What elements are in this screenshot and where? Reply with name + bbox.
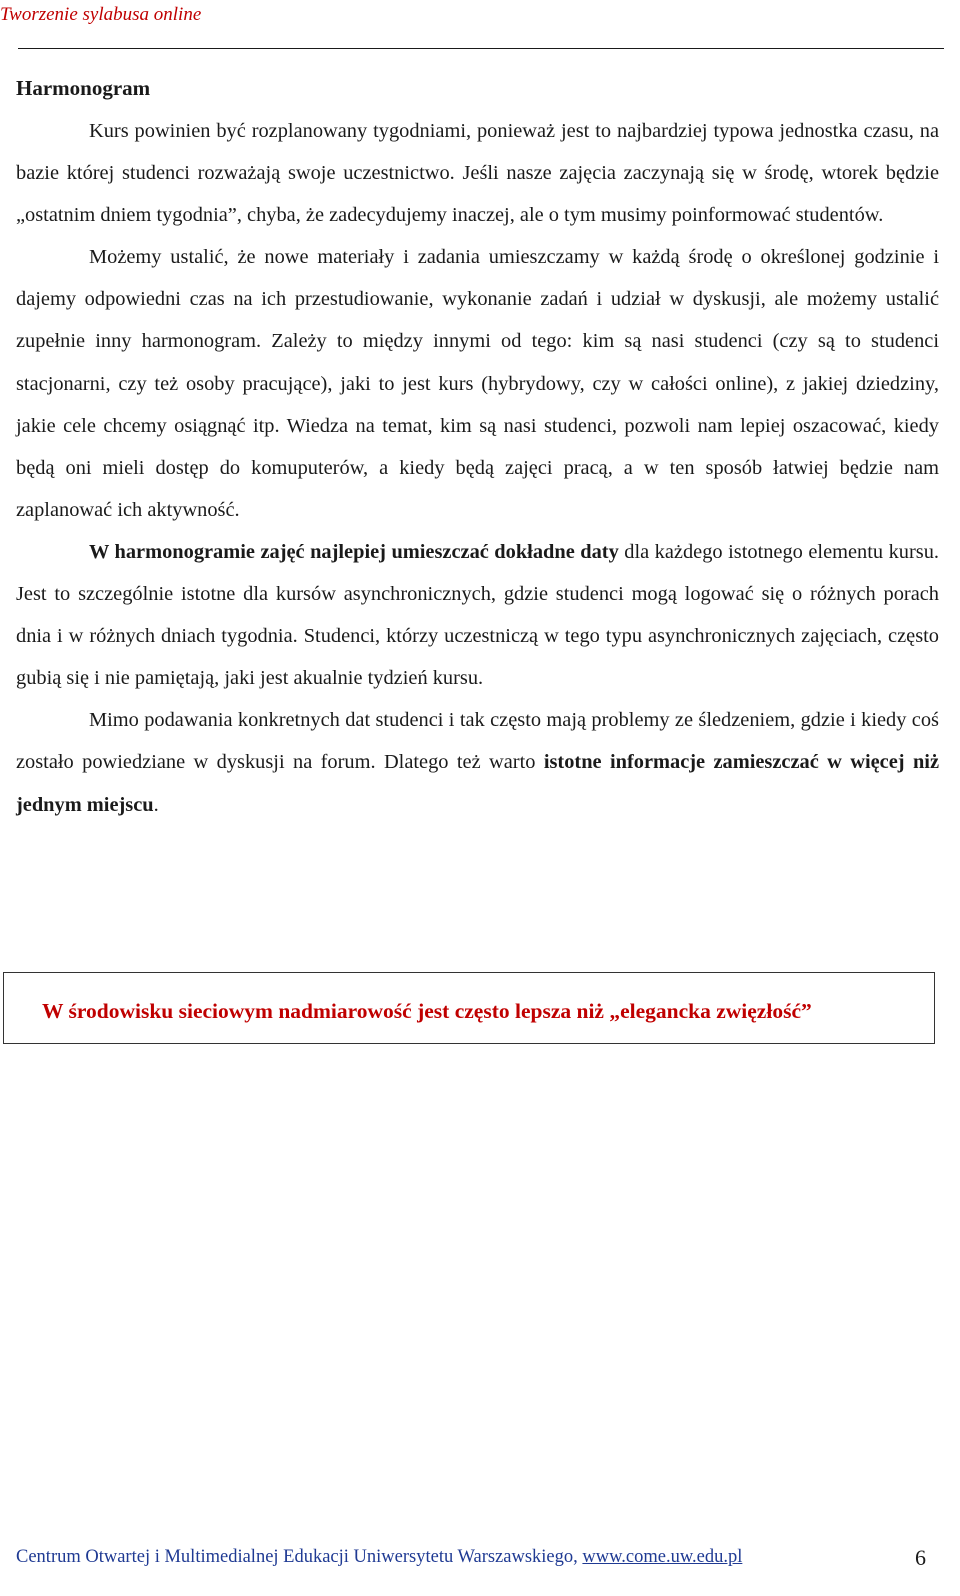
- footer-institution: Centrum Otwartej i Multimedialnej Edukacji Uniwersytetu Warszawskiego,: [16, 1547, 583, 1567]
- paragraph-4-start: Mimo podawania konkretnych dat studenci i tak często mają problemy ze śledzeniem, gdzie i kiedy coś zostało powiedziane w dyskusji na forum. Dlatego też warto: [16, 709, 939, 774]
- paragraph-1: Kurs powinien być rozplanowany tygodniami, ponieważ jest to najbardziej typowa jednostka czasu, na bazie której studenci rozważają swoje uczestnictwo. Jeśli nasze zajęcia zaczynają się w środę, wtorek będzie „ostatnim dniem tygodnia”, chyba, że zadecydujemy inaczej, ale o tym musimy poinformować studentów.: [16, 120, 939, 227]
- section-heading: Harmonogram: [16, 76, 151, 100]
- paragraph-4: [16, 699, 939, 825]
- callout-box: [3, 972, 935, 1044]
- page-number: 6: [915, 1545, 926, 1570]
- paragraph-4-end: .: [153, 793, 159, 816]
- footer-link[interactable]: www.come.uw.edu.pl: [582, 1547, 743, 1567]
- paragraph-2: Możemy ustalić, że nowe materiały i zadania umieszczamy w każdą środę o określonej godzinie i dajemy odpowiedni czas na ich przestudiowanie, wykonanie zadań i udział w dyskusji, ale możemy ustalić zupełnie inny harmonogram. Zależy to między innymi od tego: kim są nasi studenci (czy są to studenci stacjonarni, czy też osoby pracujące), jaki to jest kurs (hybrydowy, czy w całości online), z jakiej dziedziny, jakie cele chcemy osiągnąć itp. Wiedza na temat, kim są nasi studenci, pozwoli nam lepiej oszacować, kiedy będą oni mieli dostęp do komuputerów, a kiedy będą zajęci pracą, a w ten sposób łatwiej będzie nam zaplanować ich aktywność.: [16, 246, 939, 521]
- paragraph-3-rest: dla każdego istotnego elementu kursu. Jest to szczególnie istotne dla kursów asynchronicznych, gdzie studenci mogą logować się o różnych porach dnia i w różnych dniach tygodnia. Studenci, którzy uczestniczą w tego typu asynchronicznych zajęciach, często gubią się i nie pamiętają, jaki jest akualnie tydzień kursu.: [16, 540, 939, 690]
- footer: [16, 1547, 742, 1568]
- header-rule: [18, 48, 944, 49]
- paragraph-3: [16, 531, 939, 699]
- callout-text: W środowisku sieciowym nadmiarowość jest często lepsza niż „elegancka zwięzłość”: [42, 999, 812, 1023]
- body-text: [16, 110, 939, 826]
- header-title: Tworzenie sylabusa online: [0, 4, 202, 25]
- paragraph-3-bold: W harmonogramie zajęć najlepiej umieszczać dokładne daty: [89, 540, 619, 563]
- paragraph-4-bold: istotne informacje zamieszczać w więcej niż jednym miejscu: [16, 751, 939, 816]
